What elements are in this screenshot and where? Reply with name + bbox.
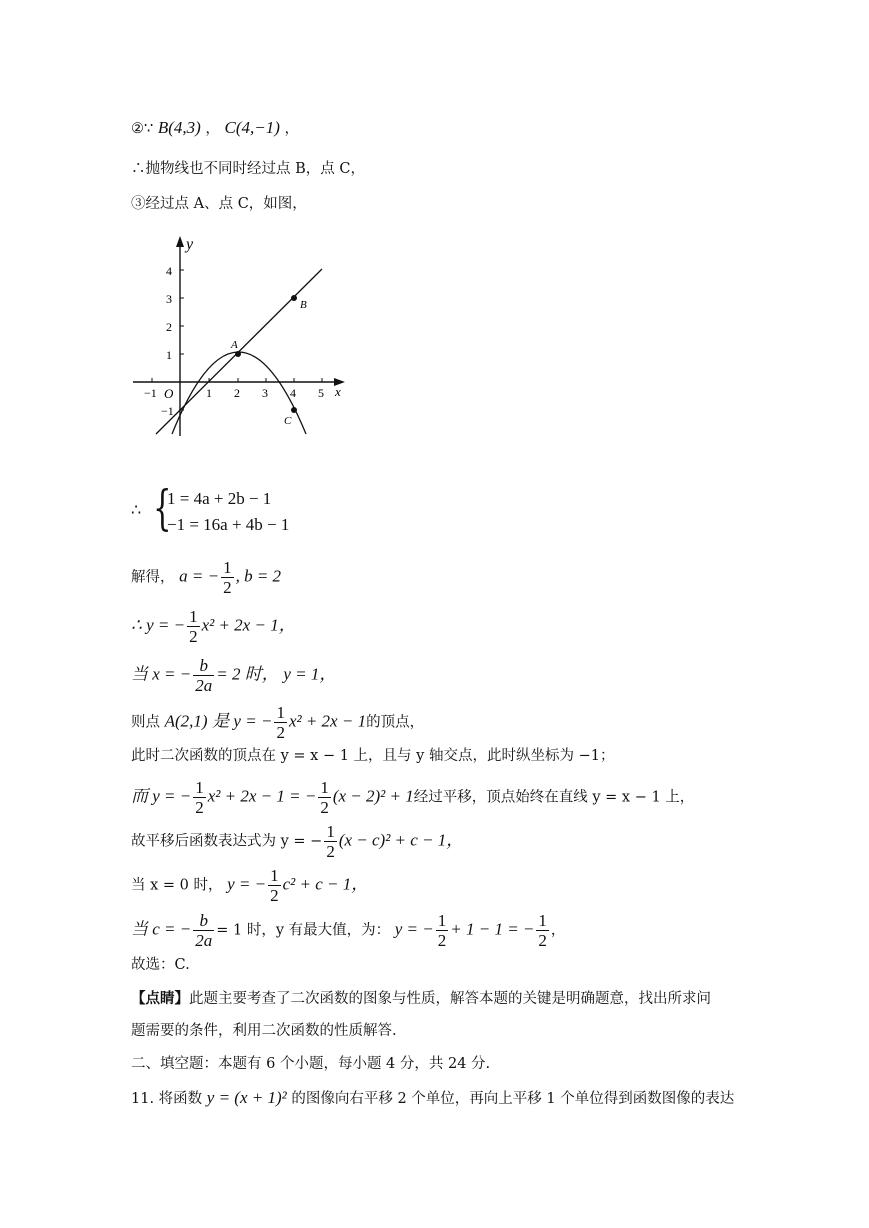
- left-brace: {: [153, 480, 172, 536]
- y-tick-label: −1: [161, 404, 174, 418]
- question-function: y = (x + 1)²: [206, 1088, 287, 1107]
- max-prefix: 当 c = −: [131, 919, 192, 939]
- point-b-coord: B(4,3): [157, 118, 201, 137]
- fraction-half: $\frac{1}{2}$: [437, 911, 447, 950]
- fraction-half: $\frac{1}{2}$: [320, 778, 329, 817]
- x-tick-label: 4: [290, 386, 296, 400]
- origin-label: O: [164, 386, 174, 401]
- point-c-coord: C(4,−1): [224, 118, 280, 137]
- equation-1: 1 = 4a + 2b − 1: [167, 489, 272, 508]
- y-tick-label: 4: [166, 264, 172, 278]
- x-tick-label: 3: [262, 386, 268, 400]
- max-mid: = 1 时，y 有最大值，为：: [216, 922, 391, 939]
- answer-choice: 故选：C.: [131, 957, 190, 973]
- fraction-half: $\frac{1}{2}$: [223, 558, 232, 597]
- shift-prefix: 而 y = −: [131, 786, 192, 806]
- x0-tail: c² + c − 1，: [282, 874, 369, 894]
- x-axis-label: x: [335, 384, 341, 399]
- fraction-b-over-2a: $\frac{b}{2a}$: [195, 911, 213, 950]
- max-y: y = −: [394, 919, 434, 939]
- shift-mid: x² + 2x − 1 = −: [207, 786, 317, 806]
- therefore-symbol: ∴: [131, 500, 142, 519]
- fraction-half: $\frac{1}{2}$: [270, 866, 279, 905]
- function-suffix: x² + 2x − 1，: [201, 615, 296, 635]
- solve-label: 解得，: [131, 569, 175, 586]
- max-end: ，: [550, 922, 566, 939]
- after-shift-line: [131, 822, 463, 861]
- y-tick-label: 2: [166, 320, 172, 334]
- vertex-end: 的顶点，: [366, 714, 425, 731]
- comment-heading: 【点睛】: [131, 990, 189, 1007]
- y-tick-label: 1: [166, 348, 172, 362]
- text-line-3: ③经过点 A、点 C，如图，: [131, 196, 307, 212]
- fraction-b-over-2a: $\frac{b}{2a}$: [195, 656, 213, 695]
- max-mid2: + 1 − 1 = −: [450, 919, 535, 939]
- fraction-half: $\frac{1}{2}$: [189, 607, 198, 646]
- after-tail: (x − c)² + c − 1，: [338, 830, 464, 850]
- vertex-mid: 是 y = −: [212, 711, 273, 731]
- x-tick-label: 5: [318, 386, 324, 400]
- comment-line-1: [131, 989, 711, 1009]
- text-line-now: 此时二次函数的顶点在 y = x − 1 上，且与 y 轴交点，此时纵坐标为 −1；: [131, 748, 615, 764]
- after-prefix: 故平移后函数表达式为 y = −: [131, 833, 323, 850]
- fraction-half: $\frac{1}{2}$: [276, 703, 285, 742]
- fraction-half: $\frac{1}{2}$: [195, 778, 204, 817]
- function-prefix: ∴ y = −: [131, 615, 186, 635]
- section-heading: 二、填空题：本题有 6 个小题，每小题 4 分，共 24 分.: [131, 1056, 491, 1072]
- comment-body: 此题主要考查了二次函数的图象与性质，解答本题的关键是明确题意，找出所求问: [189, 991, 711, 1007]
- x-tick-label: 1: [206, 386, 212, 400]
- x-zero-line: [131, 866, 368, 905]
- fraction-half: $\frac{1}{2}$: [326, 822, 335, 861]
- x0-prefix: 当 x = 0 时，: [131, 877, 223, 894]
- solve-b: , b = 2: [235, 566, 282, 586]
- coordinate-graph: [125, 230, 355, 440]
- solve-line: [131, 558, 281, 597]
- function-line: [131, 607, 296, 646]
- vertex-tail: x² + 2x − 1: [288, 711, 367, 731]
- question-11: [131, 1088, 734, 1109]
- question-number: 11.: [131, 1091, 155, 1107]
- x-tick-label: 2: [234, 386, 240, 400]
- separator: ，: [284, 121, 300, 137]
- max-value-line: [131, 911, 565, 950]
- vertex-point: A(2,1): [164, 711, 208, 731]
- point-b: [291, 295, 297, 301]
- because-symbol: ②∵: [131, 121, 154, 137]
- vertex-prefix: 则点: [131, 714, 160, 731]
- text-line-2: ∴抛物线也不同时经过点 B，点 C，: [131, 161, 365, 177]
- equation-2: −1 = 16a + 4b − 1: [167, 515, 290, 534]
- y-axis-arrow: [176, 236, 184, 247]
- separator: ，: [205, 121, 220, 137]
- y-axis-label: y: [186, 236, 194, 253]
- text-line-1: [131, 118, 299, 139]
- shift-line: [131, 778, 694, 817]
- point-a: [235, 351, 241, 357]
- vertex-line: [131, 703, 424, 742]
- comment-line-2: 题需要的条件，利用二次函数的性质解答.: [131, 1023, 397, 1039]
- when-end: y = 1，: [283, 664, 337, 684]
- point-c-label: C: [284, 415, 292, 427]
- solve-a: a = −: [179, 566, 220, 586]
- when-mid: = 2 时，: [216, 664, 279, 684]
- point-c: [291, 407, 297, 413]
- question-text-b: 的图像向右平移 2 个单位，再向上平移 1 个单位得到函数图像的表达: [291, 1091, 735, 1107]
- point-a-label: A: [231, 339, 238, 351]
- shift-tail: (x − 2)² + 1: [332, 786, 414, 806]
- axis-of-symmetry-line: [131, 656, 336, 695]
- x-tick-label: −1: [144, 386, 157, 400]
- y-tick-label: 3: [166, 292, 172, 306]
- question-text-a: 将函数: [158, 1091, 203, 1107]
- point-b-label: B: [300, 299, 307, 311]
- x0-mid: y = −: [227, 874, 267, 894]
- fraction-half: $\frac{1}{2}$: [538, 911, 547, 950]
- when-prefix: 当 x = −: [131, 664, 192, 684]
- shift-end: 经过平移，顶点始终在直线 y = x − 1 上，: [413, 789, 695, 806]
